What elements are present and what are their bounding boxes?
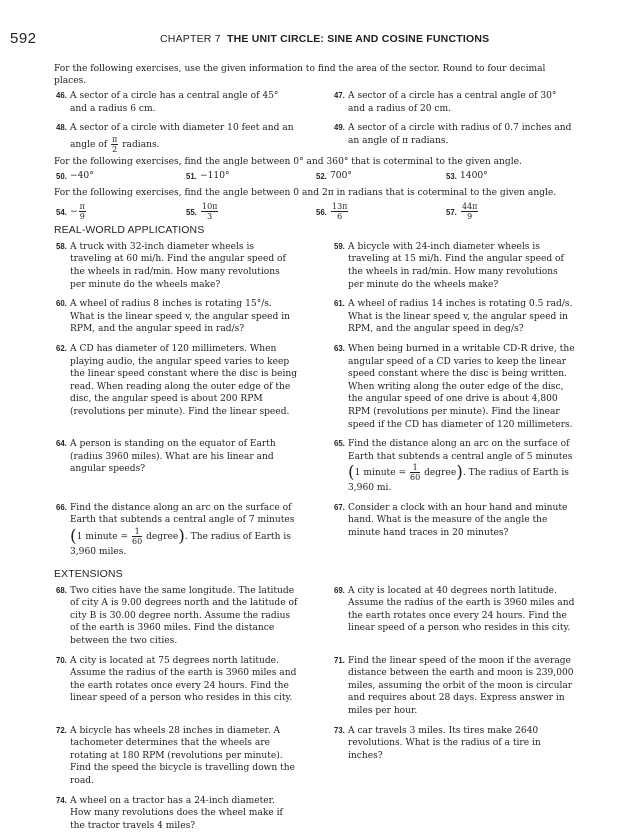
exercise-number: 46. bbox=[56, 91, 67, 100]
exercise-51: 51. −110° bbox=[186, 170, 230, 181]
exercise-row bbox=[56, 90, 576, 122]
exercise-65: 65. Find the distance along an arc on the surface of Earth that subtends a central angle of 5 minutes (1 minute = $\frac{1}{60}$ degree). The radius of Earth is 3,960 mi. bbox=[334, 439, 573, 494]
exercise-62: 62. A CD has diameter of 120 millimeters. When playing audio, the angular speed varies to keep the linear speed constant where the disc is being read. When reading along the outer edge of the disc, the angular speed is about 200 RPM (revolutions per minute). Find the linear speed. bbox=[56, 343, 298, 417]
chapter-heading bbox=[160, 33, 489, 45]
exercise-53: 53. 1400° bbox=[446, 170, 488, 181]
exercise-text: angle of bbox=[70, 139, 108, 150]
page-number: 592 bbox=[10, 30, 37, 47]
exercise-48 bbox=[56, 122, 298, 154]
exercise-text: A sector of a circle has a central angle of 30° and a radius of 20 cm. bbox=[348, 91, 557, 114]
exercise-59: 59. A bicycle with 24-inch diameter wheels is traveling at 15 mi/h. Find the angular speed of the wheels in rad/min. How many revolutions per minute do the wheels make? bbox=[334, 241, 564, 290]
exercise-58: 58. A truck with 32-inch diameter wheels is traveling at 60 mi/h. Find the angular speed of the wheels in rad/min. How many revolutions per minute do the wheels make? bbox=[56, 241, 286, 290]
fraction: $\frac{10\pi}{3}$ bbox=[202, 201, 218, 221]
exercise-71: 71. Find the linear speed of the moon if the average distance between the earth and moon is 239,000 miles, assuming the orbit of the moon is circular and requires about 28 days. Express answer in miles per hour. bbox=[334, 655, 574, 716]
fraction: $\frac{1}{60}$ bbox=[132, 527, 143, 547]
fraction: $\frac{\pi}{9}$ bbox=[79, 201, 85, 221]
exercise-68: 68. Two cities have the same longitude. The latitude of city A is 9.00 degrees north and the latitude of city B is 30.00 degree north. Assume the radius of the earth is 3960 miles. Find the distance between the two cities. bbox=[56, 585, 298, 647]
fraction: $\frac{1}{60}$ bbox=[410, 463, 421, 483]
exercise-row bbox=[56, 438, 576, 502]
exercise-54: 54. − $\frac{\pi}{9}$ bbox=[56, 201, 85, 221]
chapter-label: CHAPTER 7 bbox=[160, 33, 221, 45]
exercise-46 bbox=[56, 90, 298, 115]
fraction: $\frac{\pi}{2}$ bbox=[112, 134, 118, 154]
exercise-content bbox=[56, 63, 576, 839]
exercise-row bbox=[56, 298, 576, 343]
exercise-row bbox=[56, 725, 576, 795]
exercise-50: 50. −40° bbox=[56, 170, 94, 181]
exercise-63: 63. When being burned in a writable CD-R drive, the angular speed of a CD varies to keep the linear speed constant where the disc is being written. When writing along the outer edge of the disc, the angular speed of one drive is about 4,800 RPM (revolutions per minute). Find the linear speed if the CD has diameter of 120 millimeters. bbox=[334, 343, 575, 430]
exercise-text: radians. bbox=[122, 139, 160, 150]
exercise-73: 73. A car travels 3 miles. Its tires make 2640 revolutions. What is the radius of a tire in inches? bbox=[334, 725, 541, 761]
section-heading-extensions: EXTENSIONS bbox=[54, 567, 123, 580]
exercise-text: A sector of a circle with radius of 0.7 inches and an angle of π radians. bbox=[348, 123, 572, 146]
exercise-number: 49. bbox=[334, 123, 345, 133]
exercise-52: 52. 700° bbox=[316, 170, 352, 181]
exercise-72: 72. A bicycle has wheels 28 inches in diameter. A tachometer determines that the wheels are rotating at 180 RPM (revolutions per minute). Find the speed the bicycle is travelling down the road. bbox=[56, 725, 295, 786]
instruction-area: For the following exercises, use the given information to find the area of the sector. Round to four decimal places. bbox=[54, 64, 546, 86]
exercise-60: 60. A wheel of radius 8 inches is rotating 15°/s. What is the linear speed v, the angular speed in RPM, and the angular speed in rad/s? bbox=[56, 299, 290, 335]
chapter-title: THE UNIT CIRCLE: SINE AND COSINE FUNCTIONS bbox=[226, 33, 490, 45]
exercise-61: 61. A wheel of radius 14 inches is rotating 0.5 rad/s. What is the linear speed v, the angular speed in RPM, and the angular speed in deg/s? bbox=[334, 299, 573, 335]
exercise-74: 74. A wheel on a tractor has a 24-inch diameter. How many revolutions does the wheel make if the tractor travels 4 miles? bbox=[56, 795, 283, 831]
section-heading-real-world: REAL-WORLD APPLICATIONS bbox=[54, 223, 205, 236]
exercise-row bbox=[56, 585, 576, 655]
exercise-row bbox=[56, 122, 576, 156]
exercise-text: A sector of a circle with diameter 10 feet and an bbox=[70, 123, 294, 134]
exercise-57: 57. $\frac{44\pi}{9}$ bbox=[446, 201, 478, 221]
exercise-56: 56. $\frac{13\pi}{6}$ bbox=[316, 201, 348, 221]
exercise-row bbox=[56, 343, 576, 438]
exercise-text: A sector of a circle has a central angle of 45° and a radius 6 cm. bbox=[70, 91, 279, 114]
exercise-row bbox=[56, 655, 576, 725]
exercise-66: 66. Find the distance along an arc on the surface of Earth that subtends a central angle of 7 minutes (1 minute = $\frac{1}{60}$ degree). The radius of Earth is 3,960 miles. bbox=[56, 502, 295, 558]
exercise-row bbox=[56, 202, 576, 221]
exercise-number: 48. bbox=[56, 123, 67, 133]
instruction-coterminal-degrees: For the following exercises, find the angle between 0° and 360° that is coterminal to the given angle. bbox=[54, 156, 522, 167]
exercise-row bbox=[56, 795, 576, 839]
exercise-55: 55. $\frac{10\pi}{3}$ bbox=[186, 201, 218, 221]
exercise-67: 67. Consider a clock with an hour hand and minute hand. What is the measure of the angle the minute hand traces in 20 minutes? bbox=[334, 502, 568, 539]
exercise-69: 69. A city is located at 40 degrees north latitude. Assume the radius of the earth is 3960 miles and the earth rotates once every 24 hours. Find the linear speed of a person who resides in this city. bbox=[334, 585, 575, 634]
exercise-row bbox=[56, 241, 576, 298]
exercise-64: 64. A person is standing on the equator of Earth (radius 3960 miles). What are his linear and angular speeds? bbox=[56, 439, 276, 475]
exercise-49 bbox=[334, 122, 576, 147]
exercise-70: 70. A city is located at 75 degrees north latitude. Assume the radius of the earth is 3960 miles and the earth rotates once every 24 hours. Find the linear speed of a person who resides in this city. bbox=[56, 655, 297, 704]
exercise-number: 47. bbox=[334, 91, 345, 100]
fraction: $\frac{44\pi}{9}$ bbox=[462, 201, 478, 221]
instruction-coterminal-radians: For the following exercises, find the angle between 0 and 2π in radians that is coterminal to the given angle. bbox=[54, 187, 557, 198]
exercise-row bbox=[56, 171, 576, 181]
fraction: $\frac{13\pi}{6}$ bbox=[332, 201, 348, 221]
exercise-row bbox=[56, 502, 576, 566]
exercise-47 bbox=[334, 90, 576, 115]
